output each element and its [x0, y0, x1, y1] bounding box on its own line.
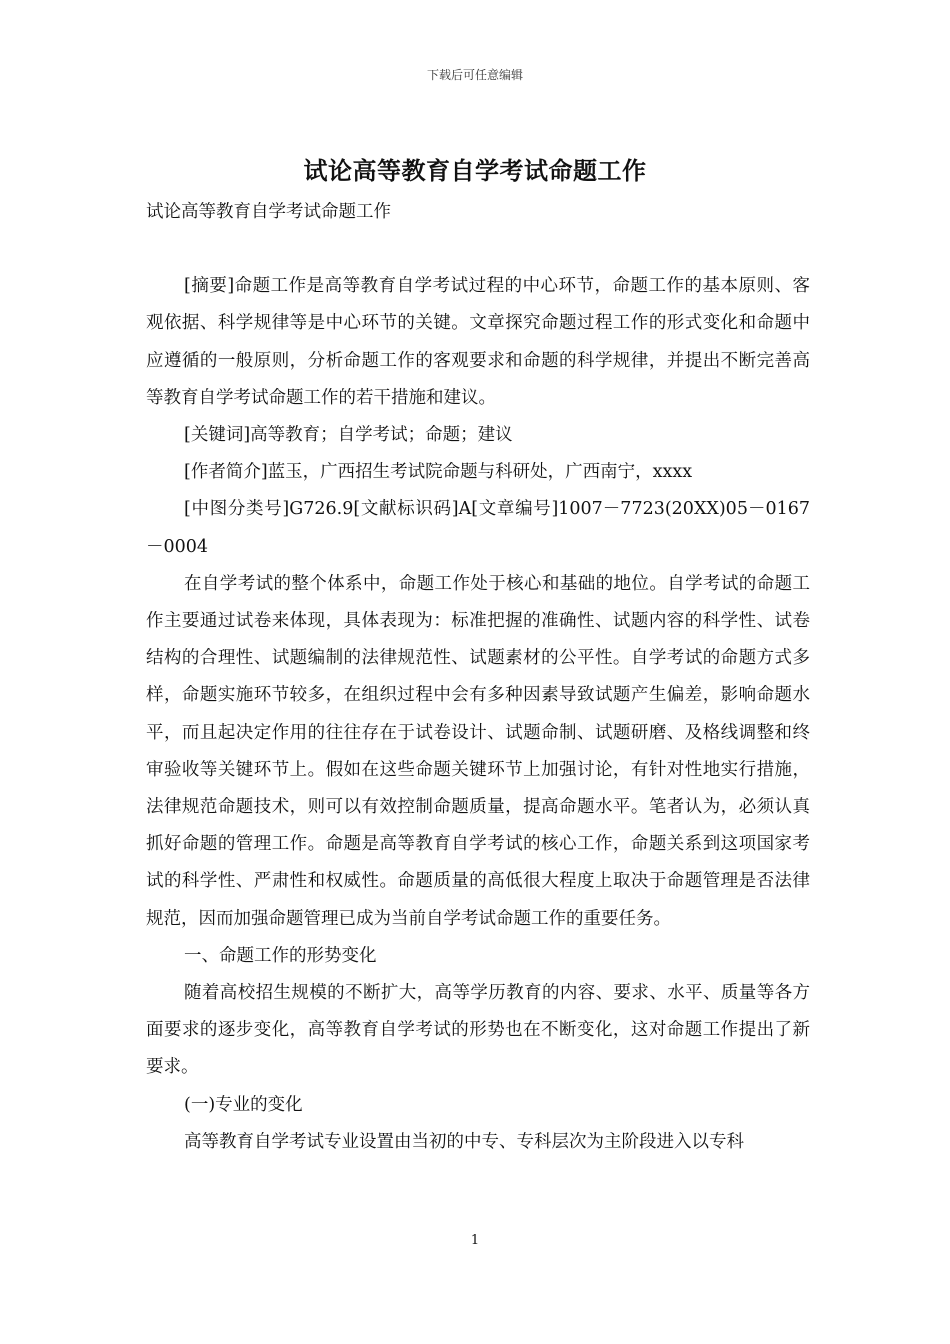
- section-paragraph: 随着高校招生规模的不断扩大，高等学历教育的内容、要求、水平、质量等各方面要求的逐步变化，高等教育自学考试的形势也在不断变化，这对命题工作提出了新要求。: [146, 983, 810, 1078]
- keywords-line: [关键词]高等教育；自学考试；命题；建议: [184, 425, 513, 446]
- intro-paragraph: 在自学考试的整个体系中，命题工作处于核心和基础的地位。自学考试的命题工作主要通过试卷来体现，具体表现为：标准把握的准确性、试题内容的科学性、试卷结构的合理性、试题编制的法律规范性、试题素材的公平性。自学考试的命题方式多样，命题实施环节较多，在组织过程中会有多种因素导致试题产生偏差，影响命题水平，而且起决定作用的往往存在于试卷设计、试题命制、试题研磨、及格线调整和终审验收等关键环节上。假如在这些命题关键环节上加强讨论，有针对性地实行措施，法律规范命题技术，则可以有效控制命题质量，提高命题水平。笔者认为，必须认真抓好命题的管理工作。命题是高等教育自学考试的核心工作，命题关系到这项国家考试的科学性、严肃性和权威性。命题质量的高低很大程度上取决于命题管理是否法律规范，因而加强命题管理已成为当前自学考试命题工作的重要任务。: [146, 573, 810, 929]
- document-body: [146, 194, 810, 1161]
- author-line: [作者简介]蓝玉，广西招生考试院命题与科研处，广西南宁，xxxx: [184, 462, 693, 483]
- classification-line: [中图分类号]G726.9[文献标识码]A[文章编号]1007－7723(20XX)05－0167－0004: [146, 499, 810, 557]
- document-title: 试论高等教育自学考试命题工作: [303, 156, 647, 185]
- blank-line: [146, 231, 810, 268]
- subsection-heading: (一)专业的变化: [184, 1094, 303, 1115]
- subsection-paragraph: 高等教育自学考试专业设置由当初的中专、专科层次为主阶段进入以专科: [184, 1131, 744, 1152]
- page-number: 1: [470, 1233, 480, 1248]
- subtitle: 试论高等教育自学考试命题工作: [146, 202, 391, 222]
- header-note: 下载后可任意编辑: [426, 68, 523, 82]
- section-heading: 一、命题工作的形势变化: [184, 945, 377, 966]
- abstract-paragraph: [摘要]命题工作是高等教育自学考试过程的中心环节，命题工作的基本原则、客观依据、科学规律等是中心环节的关键。文章探究命题过程工作的形式变化和命题中应遵循的一般原则，分析命题工作的客观要求和命题的科学规律，并提出不断完善高等教育自学考试命题工作的若干措施和建议。: [146, 276, 810, 408]
